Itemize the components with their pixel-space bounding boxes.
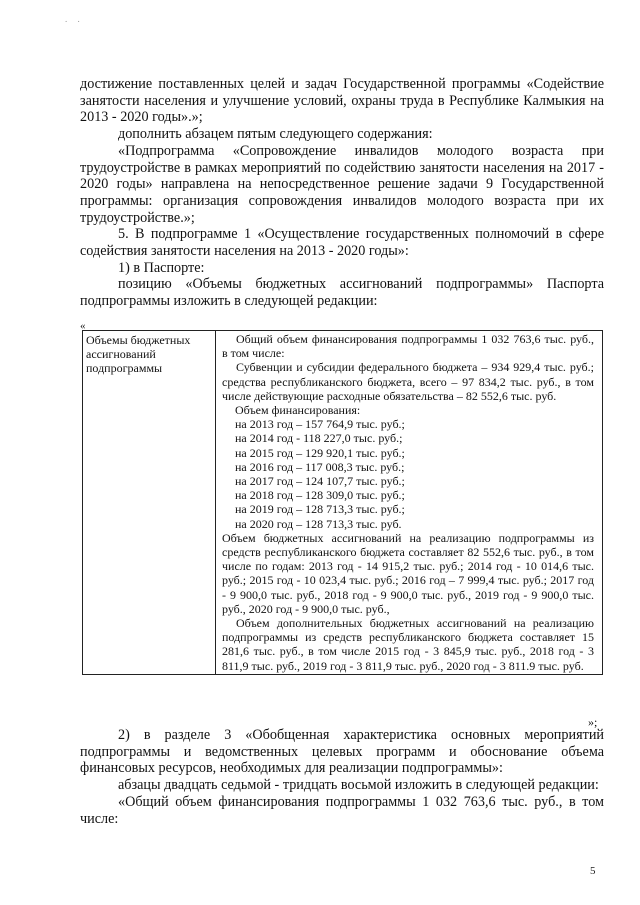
paragraph-add-fifth: дополнить абзацем пятым следующего содержания: xyxy=(118,126,433,143)
year-line-2019: на 2019 год – 128 713,3 тыс. руб.; xyxy=(235,502,405,517)
table-label-cell xyxy=(83,331,216,675)
close-quote: »; xyxy=(588,715,598,729)
page-number: 5 xyxy=(590,865,596,877)
year-line-2014: на 2014 год - 118 227,0 тыс. руб.; xyxy=(235,431,403,446)
table-row xyxy=(83,331,603,675)
label-line: Объемы бюджетных xyxy=(86,333,191,347)
label-line: ассигнований xyxy=(86,347,156,362)
additional-budget-text: Объем дополнительных бюджетных ассигнований на реализацию подпрограммы из средств республиканского бюджета составляет 15 281,6 тыс. руб., в том числе 2015 год - 3 845,9 тыс. руб., 2018 год - 3 811,9 тыс. руб., 2019 год - 3 811,9 тыс. руб., 2020 год - 3 811.9 тыс. руб. xyxy=(222,616,594,673)
total-financing: Общий объем финансирования подпрограммы 1 032 763,6 тыс. руб., в том числе: xyxy=(222,332,594,361)
paragraph-total-quote: «Общий объем финансирования подпрограммы 1 032 763,6 тыс. руб., в том числе: xyxy=(80,793,604,827)
year-line-2016: на 2016 год – 117 008,3 тыс. руб.; xyxy=(235,459,405,474)
budget-allocation-table xyxy=(82,330,603,675)
table-value-cell xyxy=(216,331,603,675)
subventions-text: Субвенции и субсидии федерального бюджета – 934 929,4 тыс. руб.; средства республиканского бюджета, всего – 97 834,2 тыс. руб., в том числе действующие расходные обязательства – 82 552,6 тыс. руб. xyxy=(222,360,594,403)
scan-marks: . . xyxy=(65,14,84,24)
label-line: подпрограммы xyxy=(86,361,163,376)
intro-text xyxy=(80,76,604,310)
paragraph-position: позицию «Объемы бюджетных ассигнований подпрограммы» Паспорта подпрограммы изложить в следующей редакции: xyxy=(80,276,604,310)
paragraph-subprogram-quote: «Подпрограмма «Сопровождение инвалидов молодого возраста при трудоустройстве в рамках мероприятий по содействию занятости населения на 2017 - 2020 годы» направлена на непосредственное решение задачи 9 Государственной программы: организация сопровождения инвалидов молодого возраста при их трудоустройстве.»; xyxy=(80,142,604,226)
year-line-2020: на 2020 год – 128 713,3 тыс. руб. xyxy=(235,516,402,531)
year-line-2015: на 2015 год – 129 920,1 тыс. руб.; xyxy=(235,445,405,460)
republican-budget-text: Объем бюджетных ассигнований на реализацию подпрограммы из средств республиканского бюджета составляет 82 552,6 тыс. руб., в том числе по годам: 2013 год - 14 915,2 тыс. руб.; 2014 год - 10 014,6 тыс. руб.; 2015 год - 10 023,4 тыс. руб.; 2016 год – 7 999,4 тыс. руб.; 2017 год - 9 900,0 тыс. руб., 2018 год - 9 900,0 тыс. руб., 2019 год - 9 900,0 тыс. руб., 2020 год - 9 900,0 тыс. руб., xyxy=(222,530,594,616)
open-quote: « xyxy=(80,320,86,332)
year-line-2013: на 2013 год – 157 764,9 тыс. руб.; xyxy=(235,417,405,432)
after-table-text xyxy=(80,727,604,827)
year-line-2018: на 2018 год – 128 309,0 тыс. руб.; xyxy=(235,488,405,503)
paragraph-passport: 1) в Паспорте: xyxy=(118,259,205,276)
year-line-2017: на 2017 год – 124 107,7 тыс. руб.; xyxy=(235,474,405,489)
paragraph-section-3: 2) в разделе 3 «Обобщенная характеристика основных мероприятий подпрограммы и ведомственных целевых программ и обоснование объема финансовых ресурсов, необходимых для реализации подпрограммы»: xyxy=(80,727,604,777)
paragraph-abzacy: абзацы двадцать седьмой - тридцать восьмой изложить в следующей редакции: xyxy=(118,777,599,794)
volume-heading: Объем финансирования: xyxy=(235,403,361,418)
paragraph-goal-continuation: достижение поставленных целей и задач Государственной программы «Содействие занятости населения и улучшение условий, охраны труда в Республике Калмыкия на 2013 - 2020 годы».»; xyxy=(80,76,604,126)
paragraph-item-5: 5. В подпрограмме 1 «Осуществление государственных полномочий в сфере содействия занятости населения на 2013 - 2020 годы»: xyxy=(80,226,604,260)
